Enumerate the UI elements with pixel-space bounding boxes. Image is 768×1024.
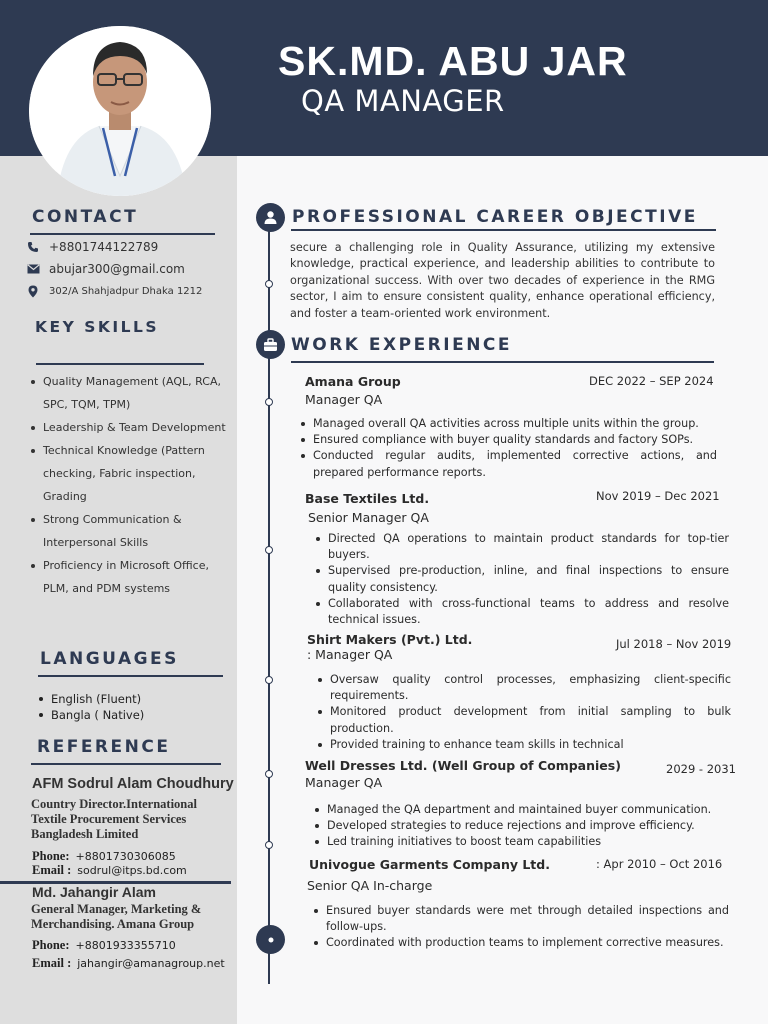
reference-1-phone-label: Phone: xyxy=(32,849,70,863)
job-3-dates: Jul 2018 – Nov 2019 xyxy=(616,637,732,651)
reference-1-email-value: sodrul@itps.bd.com xyxy=(77,864,187,877)
profile-photo xyxy=(29,26,211,196)
experience-heading: WORK EXPERIENCE xyxy=(291,335,513,355)
candidate-title: QA MANAGER xyxy=(301,84,505,118)
skill-item: Strong Communication & Interpersonal Skills xyxy=(28,508,228,554)
job-bullet: Managed the QA department and maintained buyer communication. xyxy=(312,802,727,818)
timeline-dot xyxy=(265,398,273,406)
reference-1-name: AFM Sodrul Alam Choudhury xyxy=(32,776,234,792)
reference-1-email-label: Email : xyxy=(32,863,72,877)
objective-text: secure a challenging role in Quality Assurance, utilizing my extensive knowledge, practical experience, and leadership abilities to contribute to organizational success. With over two decades of experience in the RMG sector, I aim to ensure consistent quality, enhance operational efficiency, and foster a team-oriented work environment. xyxy=(290,241,715,320)
languages-heading: LANGUAGES xyxy=(40,649,179,669)
timeline-dot xyxy=(265,841,273,849)
objective-divider xyxy=(291,229,716,231)
job-bullet: Ensured buyer standards were met through detailed inspections and follow-ups. xyxy=(311,903,729,935)
skills-divider xyxy=(36,363,204,365)
reference-2-email-value: jahangir@amanagroup.net xyxy=(77,957,225,970)
job-1-role: Manager QA xyxy=(305,392,383,407)
candidate-name: SK.MD. ABU JAR xyxy=(278,38,628,84)
dot-icon xyxy=(267,936,275,944)
skill-item: Technical Knowledge (Pattern checking, Fabric inspection, Grading xyxy=(28,439,228,508)
objective-icon-badge xyxy=(256,203,285,232)
timeline-end-badge xyxy=(256,925,285,954)
reference-2-phone xyxy=(32,938,176,953)
languages-divider xyxy=(38,675,223,677)
timeline-dot xyxy=(265,546,273,554)
language-item: English (Fluent) xyxy=(36,691,144,707)
contact-email-text: abujar300@gmail.com xyxy=(49,262,185,276)
job-bullet: Conducted regular audits, implemented corrective actions, and prepared performance reports. xyxy=(298,448,717,480)
job-bullet: Provided training to enhance team skills in technical xyxy=(315,737,731,753)
reference-2-phone-value: +8801933355710 xyxy=(75,939,176,952)
job-bullet: Led training initiatives to boost team capabilities xyxy=(312,834,727,850)
phone-icon xyxy=(26,240,40,254)
timeline-dot xyxy=(265,770,273,778)
timeline-dot xyxy=(265,676,273,684)
languages-list xyxy=(36,691,144,723)
contact-address-text: 302/A Shahjadpur Dhaka 1212 xyxy=(49,285,203,297)
skill-item: Quality Management (AQL, RCA, SPC, TQM, TPM) xyxy=(28,370,228,416)
reference-1-email[interactable] xyxy=(32,863,187,878)
job-3-bullets xyxy=(315,672,731,753)
job-5-role: Senior QA In-charge xyxy=(307,878,433,893)
skills-list xyxy=(28,370,228,600)
job-bullet: Developed strategies to reduce rejections and improve efficiency. xyxy=(312,818,727,834)
objective-heading: PROFESSIONAL CAREER OBJECTIVE xyxy=(292,207,698,227)
job-3-role: : Manager QA xyxy=(307,647,393,662)
job-2-company: Base Textiles Ltd. xyxy=(305,491,430,506)
language-item: Bangla ( Native) xyxy=(36,707,144,723)
job-bullet: Supervised pre-production, inline, and final inspections to ensure quality consistency. xyxy=(313,563,729,595)
person-icon xyxy=(263,210,278,225)
job-3-company: Shirt Makers (Pvt.) Ltd. xyxy=(307,632,473,647)
experience-divider xyxy=(291,361,714,363)
contact-divider xyxy=(30,233,215,235)
contact-phone-text: +8801744122789 xyxy=(49,240,159,254)
job-4-bullets xyxy=(312,802,727,851)
job-bullet: Oversaw quality control processes, emphasizing client-specific requirements. xyxy=(315,672,731,704)
envelope-icon xyxy=(26,262,40,276)
job-5-dates: : Apr 2010 – Oct 2016 xyxy=(596,857,723,871)
job-bullet: Managed overall QA activities across multiple units within the group. xyxy=(298,416,717,432)
contact-heading: CONTACT xyxy=(32,207,139,227)
job-5-bullets xyxy=(311,903,729,952)
job-bullet: Monitored product development from initial sampling to bulk production. xyxy=(315,704,731,736)
reference-1-phone-value: +8801730306085 xyxy=(75,850,176,863)
job-2-dates: Nov 2019 – Dec 2021 xyxy=(596,489,720,503)
job-bullet: Coordinated with production teams to implement corrective measures. xyxy=(311,935,729,951)
job-bullet: Collaborated with cross-functional teams to address and resolve technical issues. xyxy=(313,596,729,628)
job-bullet: Ensured compliance with buyer quality standards and factory SOPs. xyxy=(298,432,717,448)
skills-heading: KEY SKILLS xyxy=(35,318,160,336)
job-4-company: Well Dresses Ltd. (Well Group of Companies) xyxy=(305,758,621,773)
reference-1-role: Country Director.International Textile Procurement Services Bangladesh Limited xyxy=(31,797,197,841)
reference-2-name: Md. Jahangir Alam xyxy=(32,884,156,900)
reference-2-role: General Manager, Marketing & Merchandising. Amana Group xyxy=(31,902,202,931)
contact-email[interactable] xyxy=(26,262,185,276)
location-pin-icon xyxy=(26,284,40,298)
experience-icon-badge xyxy=(256,330,285,359)
contact-phone[interactable] xyxy=(26,240,158,254)
job-1-company: Amana Group xyxy=(305,374,401,389)
reference-divider xyxy=(31,763,221,765)
skill-item: Proficiency in Microsoft Office, PLM, and PDM systems xyxy=(28,554,228,600)
job-1-bullets xyxy=(298,416,717,481)
job-2-role: Senior Manager QA xyxy=(308,510,429,525)
reference-2-email-label: Email : xyxy=(32,956,72,970)
reference-2-phone-label: Phone: xyxy=(32,938,70,952)
job-5-company: Univogue Garments Company Ltd. xyxy=(309,857,550,872)
job-2-bullets xyxy=(313,531,729,628)
portrait-illustration xyxy=(29,26,211,196)
reference-heading: REFERENCE xyxy=(37,737,171,757)
reference-1-phone xyxy=(32,849,176,864)
job-4-role: Manager QA xyxy=(305,775,383,790)
timeline-dot xyxy=(265,280,273,288)
job-bullet: Directed QA operations to maintain product standards for top-tier buyers. xyxy=(313,531,729,563)
job-1-dates: DEC 2022 – SEP 2024 xyxy=(589,374,714,388)
reference-2-email[interactable] xyxy=(32,956,225,971)
contact-address xyxy=(26,284,202,298)
skill-item: Leadership & Team Development xyxy=(28,416,228,439)
briefcase-icon xyxy=(263,338,278,352)
job-4-dates: 2029 - 2031 xyxy=(666,762,736,776)
